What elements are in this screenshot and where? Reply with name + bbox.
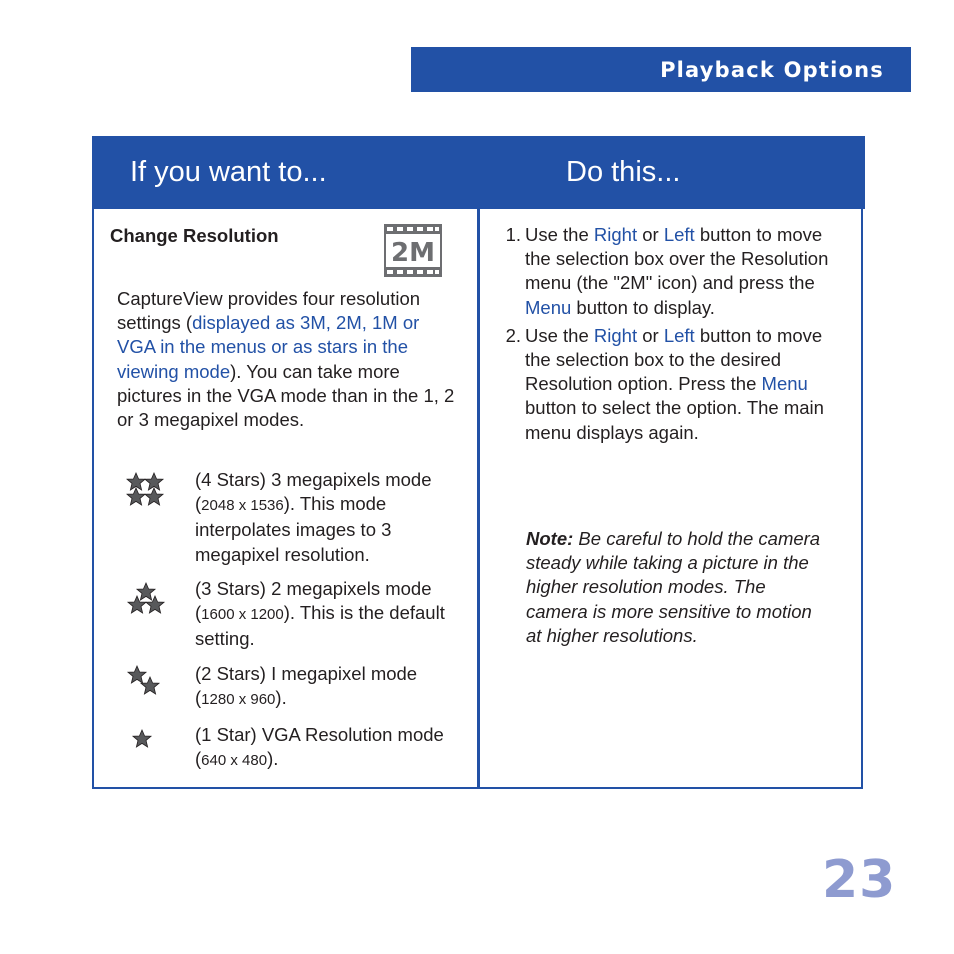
instruction-step: 2. Use the Right or Left button to move the selection box to the desired Resolution option. Press the Menu button to select the option. The main menu displays again. <box>505 324 824 443</box>
right-button-ref: Right <box>593 224 638 245</box>
resolution-intro: CaptureView provides four resolution settings (displayed as 3M, 2M, 1M or VGA in the menus or as stars in the viewing mode). You can take more pictures in the VGA mode than in the 1, 2 or 3 megapixel modes. <box>117 288 455 431</box>
column-divider <box>477 136 480 789</box>
star-mode-3-text: (3 Stars) 2 megapixels mode (1600 x 1200). This is the default setting. <box>195 578 445 650</box>
page-number: 23 <box>822 850 897 910</box>
star-mode-4-text: (4 Stars) 3 megapixels mode (2048 x 1536). This mode interpolates images to 3 megapixel resolution. <box>195 469 432 565</box>
table-header-right <box>480 136 865 209</box>
star-mode-2-text: (2 Stars) I megapixel mode (1280 x 960). <box>195 663 418 709</box>
note-text: Be careful to hold the camera steady while taking a picture in the higher resolution modes. The camera is more sensitive to motion at higher resolutions. <box>526 528 821 646</box>
note-label: Note: <box>526 528 574 549</box>
change-resolution-heading: Change Resolution <box>110 225 279 246</box>
star-mode-1-text: (1 Star) VGA Resolution mode (640 x 480). <box>195 724 444 770</box>
left-button-ref: Left <box>663 324 695 346</box>
section-banner <box>411 47 911 92</box>
film-icon-label: 2M <box>391 238 435 268</box>
four-stars-icon <box>126 472 166 508</box>
note <box>526 527 826 648</box>
one-star-icon <box>126 725 166 761</box>
instruction-step: 1. Use the Right or Left button to move the selection box over the Resolution menu (the "2M" icon) and press the Menu button to display. <box>505 224 829 318</box>
header-left-label: If you want to... <box>130 156 327 188</box>
two-stars-icon <box>126 664 166 700</box>
instruction-steps <box>497 223 832 449</box>
header-right-label: Do this... <box>566 156 681 188</box>
resolution-highlight: displayed as 3M, 2M, 1M or VGA in the menus or as stars in the viewing mode <box>117 312 420 382</box>
section-title: Playback Options <box>660 57 884 82</box>
menu-button-ref: Menu <box>761 373 808 395</box>
left-button-ref: Left <box>663 224 695 245</box>
menu-button-ref: Menu <box>525 296 572 318</box>
three-stars-icon <box>126 581 166 617</box>
film-2m-icon <box>384 224 442 277</box>
right-button-ref: Right <box>593 324 638 346</box>
table-header-left <box>94 136 477 209</box>
